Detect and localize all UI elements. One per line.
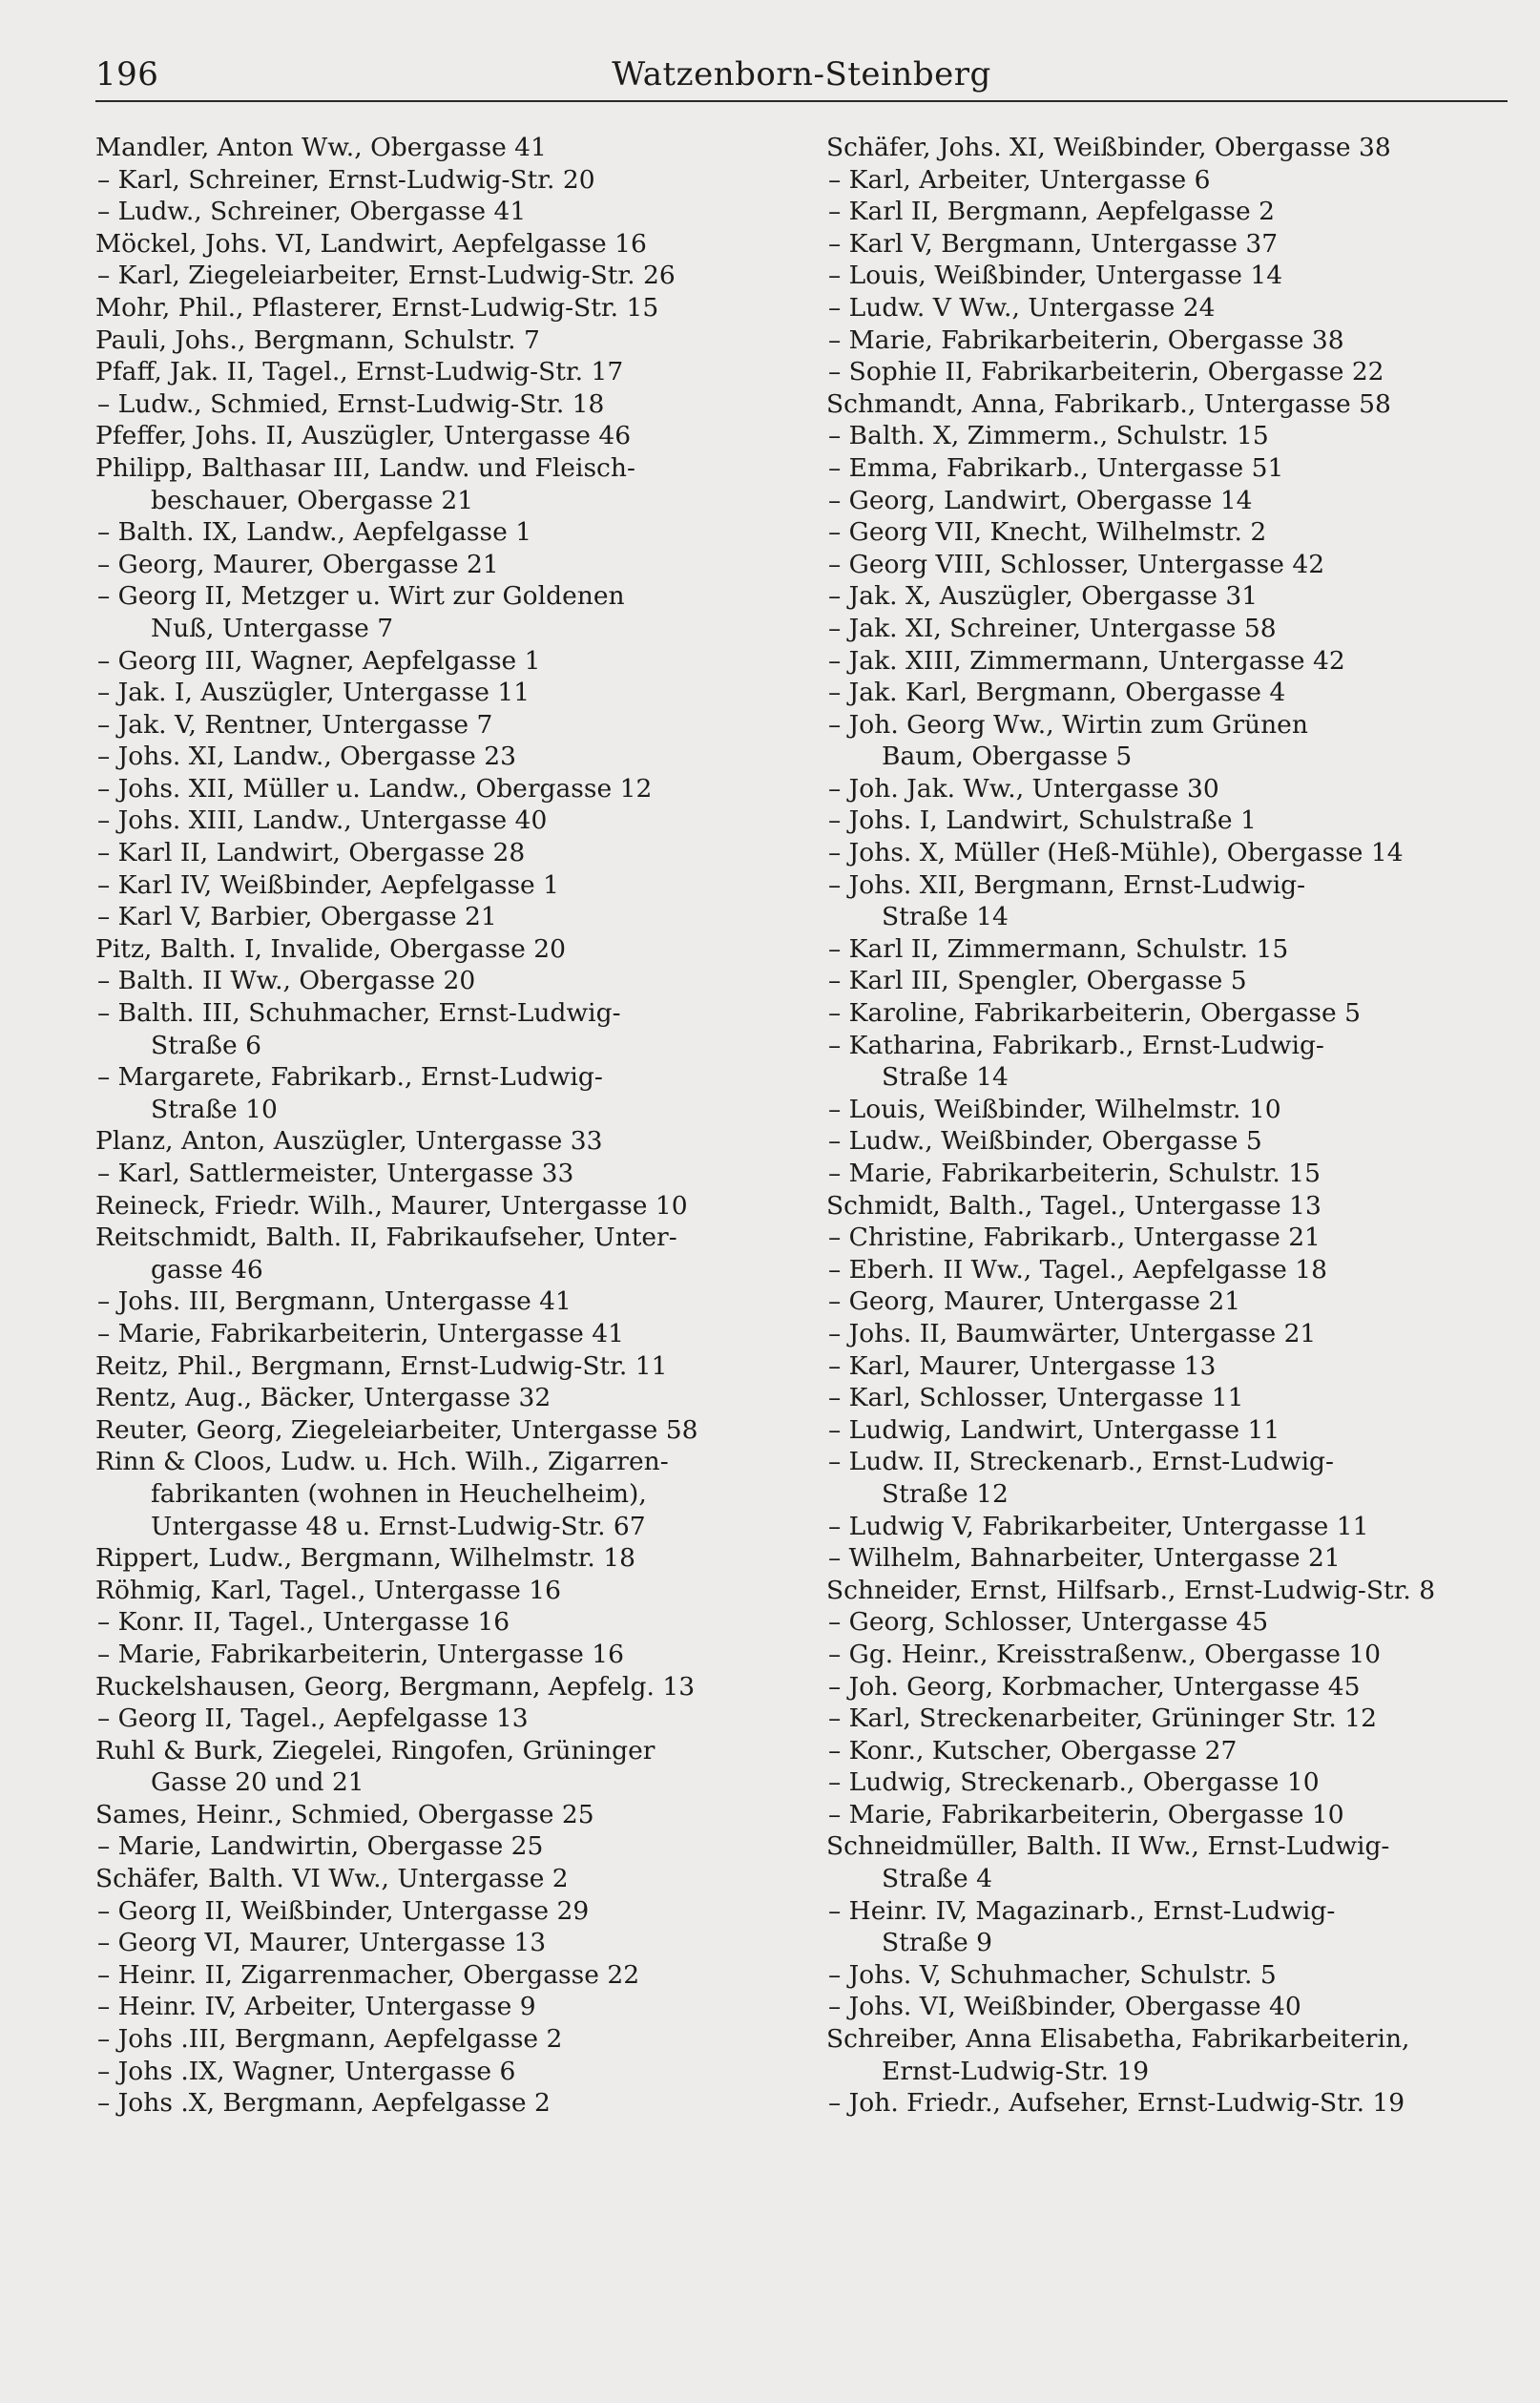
page-header — [95, 55, 1508, 103]
directory-line: – Karoline, Fabrikarbeiterin, Obergasse 5 — [828, 998, 1361, 1029]
directory-line: beschauer, Obergasse 21 — [151, 485, 474, 515]
directory-line: – Georg, Schlosser, Untergasse 45 — [828, 1607, 1269, 1638]
directory-line: Baum, Obergasse 5 — [882, 742, 1133, 772]
directory-line: Gasse 20 und 21 — [151, 1767, 364, 1798]
directory-line: – Johs. III, Bergmann, Untergasse 41 — [97, 1286, 572, 1317]
running-title: Watzenborn-Steinberg — [612, 55, 991, 94]
directory-line: – Georg II, Tagel., Aepfelgasse 13 — [97, 1703, 529, 1734]
directory-line: – Karl, Schreiner, Ernst-Ludwig-Str. 20 — [97, 164, 595, 195]
directory-line: – Georg, Maurer, Obergasse 21 — [97, 549, 499, 579]
directory-line: – Georg II, Metzger u. Wirt zur Goldenen — [97, 581, 625, 612]
directory-line: – Marie, Fabrikarbeiterin, Untergasse 41 — [97, 1318, 624, 1348]
directory-line: – Ludw. V Ww., Untergasse 24 — [828, 292, 1216, 323]
directory-line: Schmidt, Balth., Tagel., Untergasse 13 — [826, 1190, 1321, 1221]
directory-line: – Ludw., Schreiner, Obergasse 41 — [97, 197, 527, 227]
directory-line: – Joh. Georg, Korbmacher, Untergasse 45 — [828, 1671, 1361, 1702]
directory-line: Rippert, Ludw., Bergmann, Wilhelmstr. 18 — [95, 1543, 635, 1574]
directory-line: – Georg VIII, Schlosser, Untergasse 42 — [828, 549, 1325, 579]
directory-line: – Wilhelm, Bahnarbeiter, Untergasse 21 — [828, 1543, 1341, 1574]
directory-line: Planz, Anton, Auszügler, Untergasse 33 — [95, 1126, 603, 1157]
directory-line: – Karl II, Bergmann, Aepfelgasse 2 — [828, 197, 1275, 227]
directory-line: Rentz, Aug., Bäcker, Untergasse 32 — [95, 1383, 551, 1413]
directory-line: Möckel, Johs. VI, Landwirt, Aepfelgasse 16 — [95, 228, 647, 259]
directory-line: Straße 12 — [882, 1478, 1009, 1509]
directory-line: – Balth. IX, Landw., Aepfelgasse 1 — [97, 517, 532, 548]
directory-line: – Katharina, Fabrikarb., Ernst-Ludwig- — [828, 1030, 1324, 1060]
directory-line: – Heinr. IV, Arbeiter, Untergasse 9 — [97, 1992, 536, 2022]
directory-line: – Johs. XI, Landw., Obergasse 23 — [97, 742, 517, 772]
directory-line: Reitschmidt, Balth. II, Fabrikaufseher, Unter- — [95, 1222, 677, 1253]
directory-line: Straße 10 — [151, 1094, 278, 1124]
directory-line: Sames, Heinr., Schmied, Obergasse 25 — [95, 1799, 594, 1829]
directory-line: – Karl, Sattlermeister, Untergasse 33 — [97, 1159, 574, 1188]
directory-line: – Johs .IX, Wagner, Untergasse 6 — [97, 2056, 516, 2086]
directory-line: Schneidmüller, Balth. II Ww., Ernst-Ludwig- — [826, 1831, 1390, 1862]
directory-line: Reineck, Friedr. Wilh., Maurer, Untergasse 10 — [95, 1190, 688, 1221]
directory-line: – Balth. II Ww., Obergasse 20 — [97, 966, 476, 996]
directory-line: Straße 6 — [151, 1030, 261, 1060]
directory-line: – Marie, Fabrikarbeiterin, Obergasse 10 — [828, 1799, 1344, 1829]
directory-line: Schneider, Ernst, Hilfsarb., Ernst-Ludwig-Str. 8 — [826, 1575, 1436, 1605]
directory-line: – Jak. XIII, Zimmermann, Untergasse 42 — [828, 645, 1345, 676]
directory-line: Straße 14 — [882, 1062, 1009, 1093]
right-column — [826, 132, 1494, 2120]
directory-line: – Marie, Fabrikarbeiterin, Obergasse 38 — [828, 324, 1344, 355]
directory-line: Pfeffer, Johs. II, Auszügler, Untergasse 46 — [95, 421, 632, 451]
directory-line: – Eberh. II Ww., Tagel., Aepfelgasse 18 — [828, 1254, 1327, 1285]
directory-line: – Heinr. IV, Magazinarb., Ernst-Ludwig- — [828, 1895, 1336, 1926]
directory-line: – Karl, Streckenarbeiter, Grüninger Str. 12 — [828, 1703, 1377, 1734]
directory-line: – Johs. I, Landwirt, Schulstraße 1 — [828, 805, 1257, 836]
directory-line: – Johs. VI, Weißbinder, Obergasse 40 — [828, 1992, 1301, 2022]
directory-line: – Margarete, Fabrikarb., Ernst-Ludwig- — [97, 1062, 603, 1093]
directory-line: – Joh. Friedr., Aufseher, Ernst-Ludwig-Str. 19 — [828, 2088, 1405, 2119]
directory-line: – Jak. X, Auszügler, Obergasse 31 — [828, 581, 1259, 612]
directory-line: Ruhl & Burk, Ziegelei, Ringofen, Grüninger — [95, 1735, 656, 1766]
directory-line: – Karl IV, Weißbinder, Aepfelgasse 1 — [97, 869, 560, 900]
directory-line: – Balth. X, Zimmerm., Schulstr. 15 — [828, 421, 1269, 451]
directory-line: – Johs .X, Bergmann, Aepfelgasse 2 — [97, 2088, 551, 2119]
directory-line: – Johs. XII, Bergmann, Ernst-Ludwig- — [828, 869, 1306, 900]
directory-line: – Ludwig, Streckenarb., Obergasse 10 — [828, 1767, 1320, 1798]
directory-line: – Louis, Weißbinder, Wilhelmstr. 10 — [828, 1094, 1281, 1124]
directory-line: gasse 46 — [151, 1254, 263, 1285]
directory-line: – Karl V, Barbier, Obergasse 21 — [97, 902, 497, 932]
directory-line: – Marie, Fabrikarbeiterin, Schulstr. 15 — [828, 1159, 1321, 1188]
directory-line: – Louis, Weißbinder, Untergasse 14 — [828, 261, 1283, 291]
directory-line: Pauli, Johs., Bergmann, Schulstr. 7 — [95, 324, 540, 355]
directory-line: – Johs .III, Bergmann, Aepfelgasse 2 — [97, 2024, 563, 2055]
directory-line: Untergasse 48 u. Ernst-Ludwig-Str. 67 — [151, 1511, 646, 1541]
directory-line: – Georg, Maurer, Untergasse 21 — [828, 1286, 1241, 1317]
directory-line: – Konr., Kutscher, Obergasse 27 — [828, 1735, 1238, 1766]
directory-line: – Johs. V, Schuhmacher, Schulstr. 5 — [828, 1959, 1277, 1990]
directory-line: – Marie, Fabrikarbeiterin, Untergasse 16 — [97, 1639, 624, 1669]
directory-line: – Ludw., Weißbinder, Obergasse 5 — [828, 1126, 1262, 1157]
directory-line: – Ludw. II, Streckenarb., Ernst-Ludwig- — [828, 1447, 1334, 1477]
directory-line: – Sophie II, Fabrikarbeiterin, Obergasse 22 — [828, 357, 1384, 387]
directory-line: – Karl, Ziegeleiarbeiter, Ernst-Ludwig-Str. 26 — [97, 261, 676, 291]
directory-line: – Ludwig V, Fabrikarbeiter, Untergasse 11 — [828, 1511, 1369, 1541]
directory-line: – Karl, Maurer, Untergasse 13 — [828, 1350, 1217, 1381]
directory-line: Nuß, Untergasse 7 — [151, 613, 394, 643]
header-rule — [95, 100, 1508, 102]
directory-line: Ruckelshausen, Georg, Bergmann, Aepfelg. 13 — [95, 1671, 696, 1702]
directory-line: Philipp, Balthasar III, Landw. und Fleisch- — [95, 452, 635, 483]
directory-line: Pitz, Balth. I, Invalide, Obergasse 20 — [95, 933, 566, 964]
directory-line: – Emma, Fabrikarb., Untergasse 51 — [828, 452, 1284, 483]
directory-line: – Jak. I, Auszügler, Untergasse 11 — [97, 678, 531, 708]
directory-line: Rinn & Cloos, Ludw. u. Hch. Wilh., Zigarren- — [95, 1447, 669, 1477]
directory-line: – Ludw., Schmied, Ernst-Ludwig-Str. 18 — [97, 388, 605, 419]
directory-line: Reuter, Georg, Ziegeleiarbeiter, Untergasse 58 — [95, 1414, 698, 1445]
page-number: 196 — [95, 55, 159, 94]
directory-line: – Georg VI, Maurer, Untergasse 13 — [97, 1928, 547, 1958]
directory-line: – Johs. X, Müller (Heß-Mühle), Obergasse 14 — [828, 838, 1404, 868]
directory-line: – Johs. XIII, Landw., Untergasse 40 — [97, 805, 548, 836]
directory-line: Reitz, Phil., Bergmann, Ernst-Ludwig-Str. 11 — [95, 1350, 668, 1381]
directory-line: Pfaff, Jak. II, Tagel., Ernst-Ludwig-Str. 17 — [95, 357, 624, 387]
directory-line: Mandler, Anton Ww., Obergasse 41 — [95, 133, 547, 162]
directory-line: – Gg. Heinr., Kreisstraßenw., Obergasse 10 — [828, 1639, 1382, 1669]
directory-line: Straße 9 — [882, 1928, 992, 1958]
directory-line: – Johs. XII, Müller u. Landw., Obergasse 12 — [97, 773, 653, 804]
directory-line: Schäfer, Balth. VI Ww., Untergasse 2 — [95, 1864, 569, 1894]
directory-line: fabrikanten (wohnen in Heuchelheim), — [151, 1478, 647, 1509]
directory-line: – Jak. Karl, Bergmann, Obergasse 4 — [828, 678, 1286, 708]
directory-line: Schreiber, Anna Elisabetha, Fabrikarbeiterin, — [826, 2024, 1410, 2055]
directory-line: Straße 4 — [882, 1864, 992, 1894]
directory-line: – Karl V, Bergmann, Untergasse 37 — [828, 228, 1279, 259]
directory-line: – Christine, Fabrikarb., Untergasse 21 — [828, 1222, 1321, 1253]
directory-line: – Konr. II, Tagel., Untergasse 16 — [97, 1607, 510, 1638]
directory-line: Mohr, Phil., Pflasterer, Ernst-Ludwig-Str. 15 — [95, 292, 659, 323]
directory-line: – Joh. Georg Ww., Wirtin zum Grünen — [828, 709, 1308, 740]
directory-line: – Karl II, Landwirt, Obergasse 28 — [97, 838, 526, 868]
directory-line: – Ludwig, Landwirt, Untergasse 11 — [828, 1414, 1280, 1445]
directory-line: – Karl III, Spengler, Obergasse 5 — [828, 966, 1247, 996]
directory-line: – Heinr. II, Zigarrenmacher, Obergasse 22 — [97, 1959, 640, 1990]
directory-line: – Karl II, Zimmermann, Schulstr. 15 — [828, 933, 1289, 964]
directory-line: Röhmig, Karl, Tagel., Untergasse 16 — [95, 1575, 561, 1605]
directory-line: – Jak. V, Rentner, Untergasse 7 — [97, 709, 493, 740]
directory-line: – Georg II, Weißbinder, Untergasse 29 — [97, 1895, 590, 1926]
directory-line: Schmandt, Anna, Fabrikarb., Untergasse 58 — [826, 388, 1391, 419]
directory-line: – Karl, Schlosser, Untergasse 11 — [828, 1383, 1244, 1413]
directory-line: Schäfer, Johs. XI, Weißbinder, Obergasse 38 — [826, 133, 1391, 162]
directory-line: – Karl, Arbeiter, Untergasse 6 — [828, 164, 1211, 195]
directory-line: – Marie, Landwirtin, Obergasse 25 — [97, 1831, 544, 1862]
directory-line: – Balth. III, Schuhmacher, Ernst-Ludwig- — [97, 998, 621, 1029]
directory-line: Straße 14 — [882, 902, 1009, 932]
directory-line: Ernst-Ludwig-Str. 19 — [882, 2056, 1150, 2086]
directory-line: – Jak. XI, Schreiner, Untergasse 58 — [828, 613, 1277, 643]
directory-line: – Georg, Landwirt, Obergasse 14 — [828, 485, 1253, 515]
directory-line: – Georg III, Wagner, Aepfelgasse 1 — [97, 645, 541, 676]
directory-line: – Johs. II, Baumwärter, Untergasse 21 — [828, 1318, 1317, 1348]
directory-line: – Georg VII, Knecht, Wilhelmstr. 2 — [828, 517, 1267, 548]
directory-line: – Joh. Jak. Ww., Untergasse 30 — [828, 773, 1219, 804]
left-column — [95, 132, 763, 2120]
